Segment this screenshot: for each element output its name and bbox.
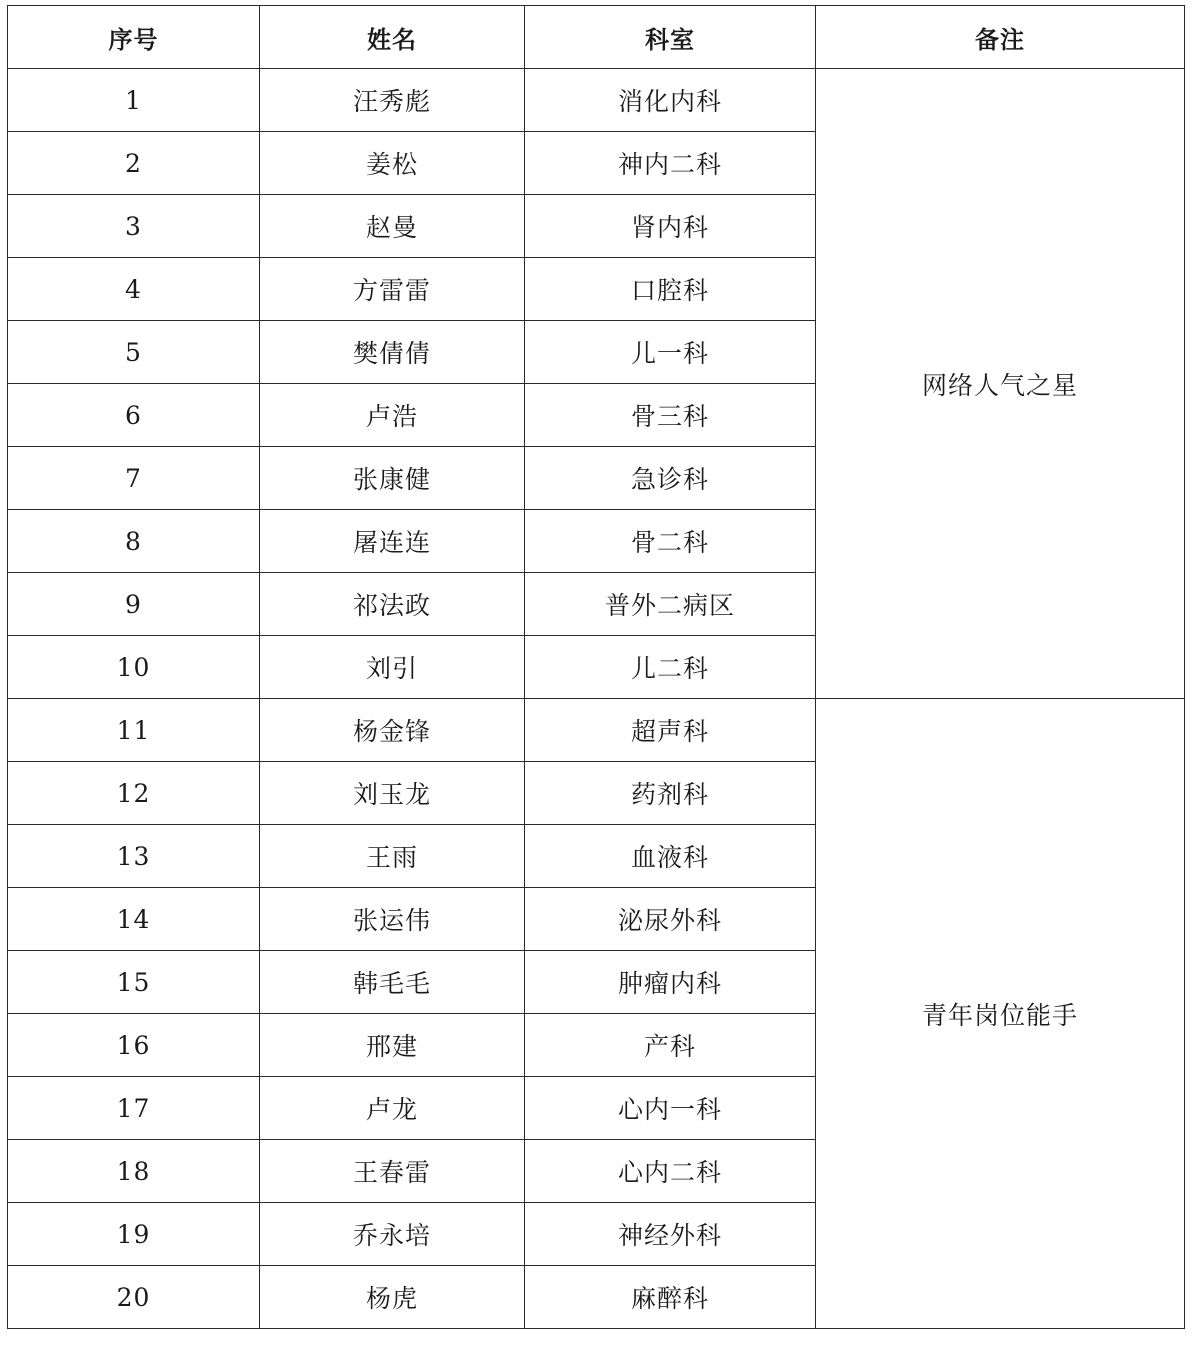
cell-department: 血液科 (525, 825, 816, 888)
cell-department: 泌尿外科 (525, 888, 816, 951)
cell-department: 口腔科 (525, 258, 816, 321)
cell-name: 卢龙 (260, 1077, 525, 1140)
cell-index: 20 (8, 1266, 260, 1329)
table-row (8, 69, 1185, 132)
cell-name: 祁法政 (260, 573, 525, 636)
cell-department: 肿瘤内科 (525, 951, 816, 1014)
cell-department: 超声科 (525, 699, 816, 762)
cell-index: 19 (8, 1203, 260, 1266)
header-index: 序号 (8, 6, 260, 69)
table-row (8, 699, 1185, 762)
cell-index: 5 (8, 321, 260, 384)
cell-index: 16 (8, 1014, 260, 1077)
cell-name: 卢浩 (260, 384, 525, 447)
cell-index: 6 (8, 384, 260, 447)
cell-index: 3 (8, 195, 260, 258)
header-department: 科室 (525, 6, 816, 69)
table-body (8, 69, 1185, 1329)
cell-name: 邢建 (260, 1014, 525, 1077)
cell-department: 肾内科 (525, 195, 816, 258)
cell-name: 刘玉龙 (260, 762, 525, 825)
cell-name: 王雨 (260, 825, 525, 888)
cell-index: 7 (8, 447, 260, 510)
cell-index: 10 (8, 636, 260, 699)
cell-name: 张运伟 (260, 888, 525, 951)
cell-name: 乔永培 (260, 1203, 525, 1266)
cell-department: 儿一科 (525, 321, 816, 384)
cell-remark-group: 网络人气之星 (816, 69, 1185, 699)
cell-department: 心内二科 (525, 1140, 816, 1203)
cell-department: 产科 (525, 1014, 816, 1077)
cell-index: 17 (8, 1077, 260, 1140)
cell-index: 18 (8, 1140, 260, 1203)
cell-department: 消化内科 (525, 69, 816, 132)
header-remark: 备注 (816, 6, 1185, 69)
cell-name: 屠连连 (260, 510, 525, 573)
cell-name: 杨虎 (260, 1266, 525, 1329)
cell-remark-group: 青年岗位能手 (816, 699, 1185, 1329)
cell-department: 神内二科 (525, 132, 816, 195)
cell-department: 麻醉科 (525, 1266, 816, 1329)
cell-index: 9 (8, 573, 260, 636)
cell-index: 11 (8, 699, 260, 762)
cell-index: 1 (8, 69, 260, 132)
roster-table (7, 5, 1185, 1329)
cell-name: 韩毛毛 (260, 951, 525, 1014)
cell-department: 神经外科 (525, 1203, 816, 1266)
cell-name: 杨金锋 (260, 699, 525, 762)
cell-name: 张康健 (260, 447, 525, 510)
cell-department: 骨二科 (525, 510, 816, 573)
cell-name: 王春雷 (260, 1140, 525, 1203)
cell-name: 樊倩倩 (260, 321, 525, 384)
cell-index: 2 (8, 132, 260, 195)
cell-department: 儿二科 (525, 636, 816, 699)
cell-department: 骨三科 (525, 384, 816, 447)
cell-department: 药剂科 (525, 762, 816, 825)
header-name: 姓名 (260, 6, 525, 69)
cell-index: 15 (8, 951, 260, 1014)
cell-name: 刘引 (260, 636, 525, 699)
cell-name: 姜松 (260, 132, 525, 195)
cell-name: 赵曼 (260, 195, 525, 258)
cell-department: 普外二病区 (525, 573, 816, 636)
cell-index: 8 (8, 510, 260, 573)
header-row (8, 6, 1185, 69)
cell-index: 4 (8, 258, 260, 321)
cell-department: 急诊科 (525, 447, 816, 510)
cell-department: 心内一科 (525, 1077, 816, 1140)
cell-name: 方雷雷 (260, 258, 525, 321)
cell-index: 13 (8, 825, 260, 888)
cell-index: 12 (8, 762, 260, 825)
cell-name: 汪秀彪 (260, 69, 525, 132)
table-header (8, 6, 1185, 69)
cell-index: 14 (8, 888, 260, 951)
